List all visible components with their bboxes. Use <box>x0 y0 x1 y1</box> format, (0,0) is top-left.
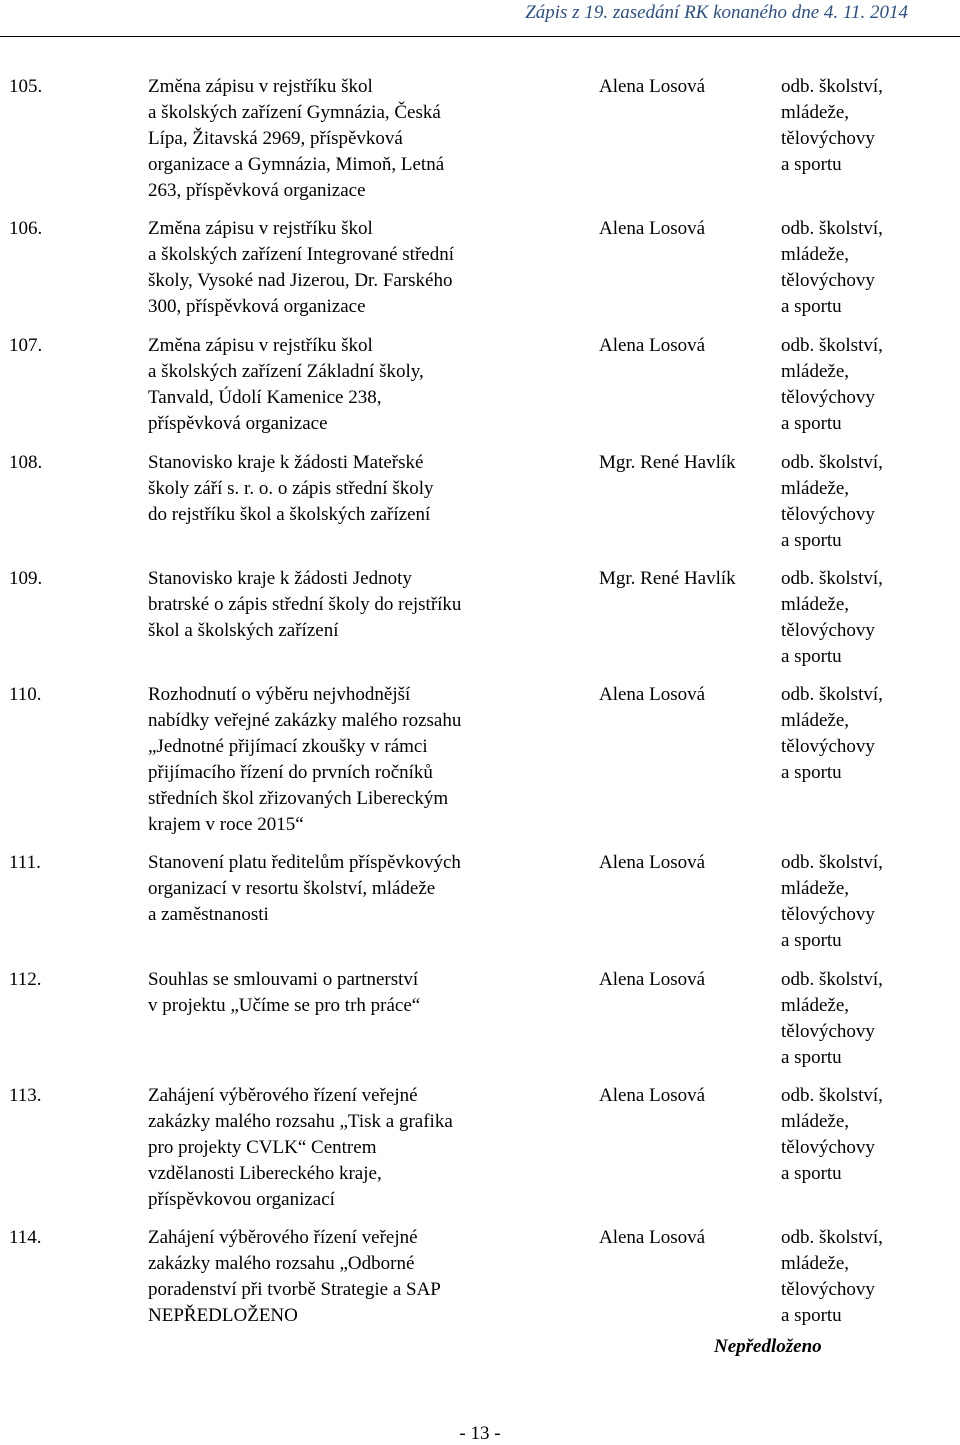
item-number: 113. <box>9 1085 42 1106</box>
subject-line: Zahájení výběrového řízení veřejné <box>148 1227 418 1248</box>
department-line: tělovýchovy <box>781 270 875 291</box>
department-line: a sportu <box>781 530 842 551</box>
item-department <box>781 450 951 554</box>
department-line: odb. školství, <box>781 969 883 990</box>
subject-line: příspěvková organizace <box>148 413 328 434</box>
item-presenter: Alena Losová <box>599 1227 706 1248</box>
item-presenter: Mgr. René Havlík <box>599 568 736 589</box>
department-line: a sportu <box>781 1047 842 1068</box>
subject-line: NEPŘEDLOŽENO <box>148 1305 298 1326</box>
department-line: odb. školství, <box>781 1085 883 1106</box>
subject-line: a školských zařízení Základní školy, <box>148 361 424 382</box>
item-subject <box>148 1225 538 1329</box>
department-line: a sportu <box>781 154 842 175</box>
item-presenter: Alena Losová <box>599 335 706 356</box>
department-line: mládeže, <box>781 1111 850 1132</box>
subject-line: a školských zařízení Integrované střední <box>148 244 454 265</box>
item-department <box>781 850 951 954</box>
subject-line: nabídky veřejné zakázky malého rozsahu <box>148 710 462 731</box>
subject-line: Souhlas se smlouvami o partnerství <box>148 969 419 990</box>
department-line: a sportu <box>781 1305 842 1326</box>
item-subject <box>148 682 538 838</box>
department-line: mládeže, <box>781 878 850 899</box>
subject-line: a zaměstnanosti <box>148 904 269 925</box>
department-line: odb. školství, <box>781 76 883 97</box>
item-number: 106. <box>9 218 43 239</box>
subject-line: poradenství při tvorbě Strategie a SAP <box>148 1279 441 1300</box>
subject-line: Tanvald, Údolí Kamenice 238, <box>148 387 382 408</box>
subject-line: přijímacího řízení do prvních ročníků <box>148 762 433 783</box>
item-department <box>781 216 951 320</box>
subject-line: Stanovisko kraje k žádosti Mateřské <box>148 452 424 473</box>
department-line: mládeže, <box>781 1253 850 1274</box>
item-department <box>781 967 951 1071</box>
item-presenter: Alena Losová <box>599 684 706 705</box>
subject-line: Změna zápisu v rejstříku škol <box>148 218 373 239</box>
department-line: odb. školství, <box>781 568 883 589</box>
department-line: a sportu <box>781 413 842 434</box>
subject-line: Změna zápisu v rejstříku škol <box>148 76 373 97</box>
subject-line: zakázky malého rozsahu „Tisk a grafika <box>148 1111 453 1132</box>
item-presenter: Alena Losová <box>599 76 706 97</box>
page-footer <box>0 1423 960 1445</box>
page-number: - 13 - <box>459 1423 501 1444</box>
item-number: 108. <box>9 452 43 473</box>
item-number: 105. <box>9 76 43 97</box>
department-line: tělovýchovy <box>781 1279 875 1300</box>
department-line: a sportu <box>781 930 842 951</box>
item-number: 114. <box>9 1227 42 1248</box>
subject-line: 300, příspěvková organizace <box>148 296 366 317</box>
department-line: odb. školství, <box>781 852 883 873</box>
department-line: tělovýchovy <box>781 1137 875 1158</box>
department-line: a sportu <box>781 762 842 783</box>
department-line: mládeže, <box>781 710 850 731</box>
subject-line: škol a školských zařízení <box>148 620 339 641</box>
department-line: tělovýchovy <box>781 387 875 408</box>
item-number: 107. <box>9 335 43 356</box>
item-department <box>781 74 951 178</box>
item-department <box>781 333 951 437</box>
department-line: tělovýchovy <box>781 904 875 925</box>
subject-line: zakázky malého rozsahu „Odborné <box>148 1253 415 1274</box>
subject-line: do rejstříku škol a školských zařízení <box>148 504 431 525</box>
department-line: mládeže, <box>781 244 850 265</box>
item-number: 112. <box>9 969 42 990</box>
subject-line: středních škol zřizovaných Libereckým <box>148 788 449 809</box>
item-presenter: Mgr. René Havlík <box>599 452 736 473</box>
department-line: tělovýchovy <box>781 504 875 525</box>
item-presenter: Alena Losová <box>599 1085 706 1106</box>
department-line: a sportu <box>781 646 842 667</box>
item-subject <box>148 216 538 320</box>
department-line: odb. školství, <box>781 335 883 356</box>
item-number: 111. <box>9 852 41 873</box>
item-number: 110. <box>9 684 42 705</box>
subject-line: Lípa, Žitavská 2969, příspěvková <box>148 128 403 149</box>
subject-line: organizace a Gymnázia, Mimoň, Letná <box>148 154 445 175</box>
department-line: tělovýchovy <box>781 1021 875 1042</box>
subject-line: vzdělanosti Libereckého kraje, <box>148 1163 382 1184</box>
department-line: tělovýchovy <box>781 128 875 149</box>
item-subject <box>148 566 538 644</box>
item-presenter: Alena Losová <box>599 218 706 239</box>
subject-line: Zahájení výběrového řízení veřejné <box>148 1085 418 1106</box>
header-divider <box>0 36 960 37</box>
subject-line: organizací v resortu školství, mládeže <box>148 878 436 899</box>
item-department <box>781 1225 951 1329</box>
subject-line: Stanovisko kraje k žádosti Jednoty <box>148 568 412 589</box>
item-subject <box>148 333 538 437</box>
department-line: mládeže, <box>781 594 850 615</box>
subject-line: bratrské o zápis střední školy do rejstříku <box>148 594 462 615</box>
item-subject <box>148 450 538 528</box>
subject-line: Stanovení platu ředitelům příspěvkových <box>148 852 461 873</box>
department-line: mládeže, <box>781 361 850 382</box>
department-line: mládeže, <box>781 478 850 499</box>
item-subject <box>148 850 538 928</box>
subject-line: „Jednotné přijímací zkoušky v rámci <box>148 736 428 757</box>
subject-line: školy září s. r. o. o zápis střední školy <box>148 478 434 499</box>
subject-line: krajem v roce 2015“ <box>148 814 304 835</box>
subject-line: v projektu „Učíme se pro trh práce“ <box>148 995 421 1016</box>
item-department <box>781 566 951 670</box>
subject-line: příspěvkovou organizací <box>148 1189 335 1210</box>
item-number: 109. <box>9 568 43 589</box>
department-line: a sportu <box>781 1163 842 1184</box>
department-line: tělovýchovy <box>781 736 875 757</box>
item-presenter: Alena Losová <box>599 852 706 873</box>
subject-line: školy, Vysoké nad Jizerou, Dr. Farského <box>148 270 453 291</box>
item-presenter: Alena Losová <box>599 969 706 990</box>
subject-line: pro projekty CVLK“ Centrem <box>148 1137 377 1158</box>
department-line: odb. školství, <box>781 684 883 705</box>
department-line: tělovýchovy <box>781 620 875 641</box>
department-line: odb. školství, <box>781 452 883 473</box>
department-line: odb. školství, <box>781 218 883 239</box>
item-subject <box>148 74 538 204</box>
subject-line: a školských zařízení Gymnázia, Česká <box>148 102 441 123</box>
document-title: Zápis z 19. zasedání RK konaného dne 4. 11. 2014 <box>525 2 908 23</box>
subject-line: Rozhodnutí o výběru nejvhodnější <box>148 684 411 705</box>
subject-line: 263, příspěvková organizace <box>148 180 366 201</box>
department-line: odb. školství, <box>781 1227 883 1248</box>
department-line: mládeže, <box>781 102 850 123</box>
department-line: a sportu <box>781 296 842 317</box>
item-department <box>781 682 951 786</box>
subject-line: Změna zápisu v rejstříku škol <box>148 335 373 356</box>
not-submitted-note: Nepředloženo <box>714 1336 822 1357</box>
department-line: mládeže, <box>781 995 850 1016</box>
page-header <box>0 0 960 30</box>
item-subject <box>148 967 538 1019</box>
item-subject <box>148 1083 538 1213</box>
item-department <box>781 1083 951 1187</box>
